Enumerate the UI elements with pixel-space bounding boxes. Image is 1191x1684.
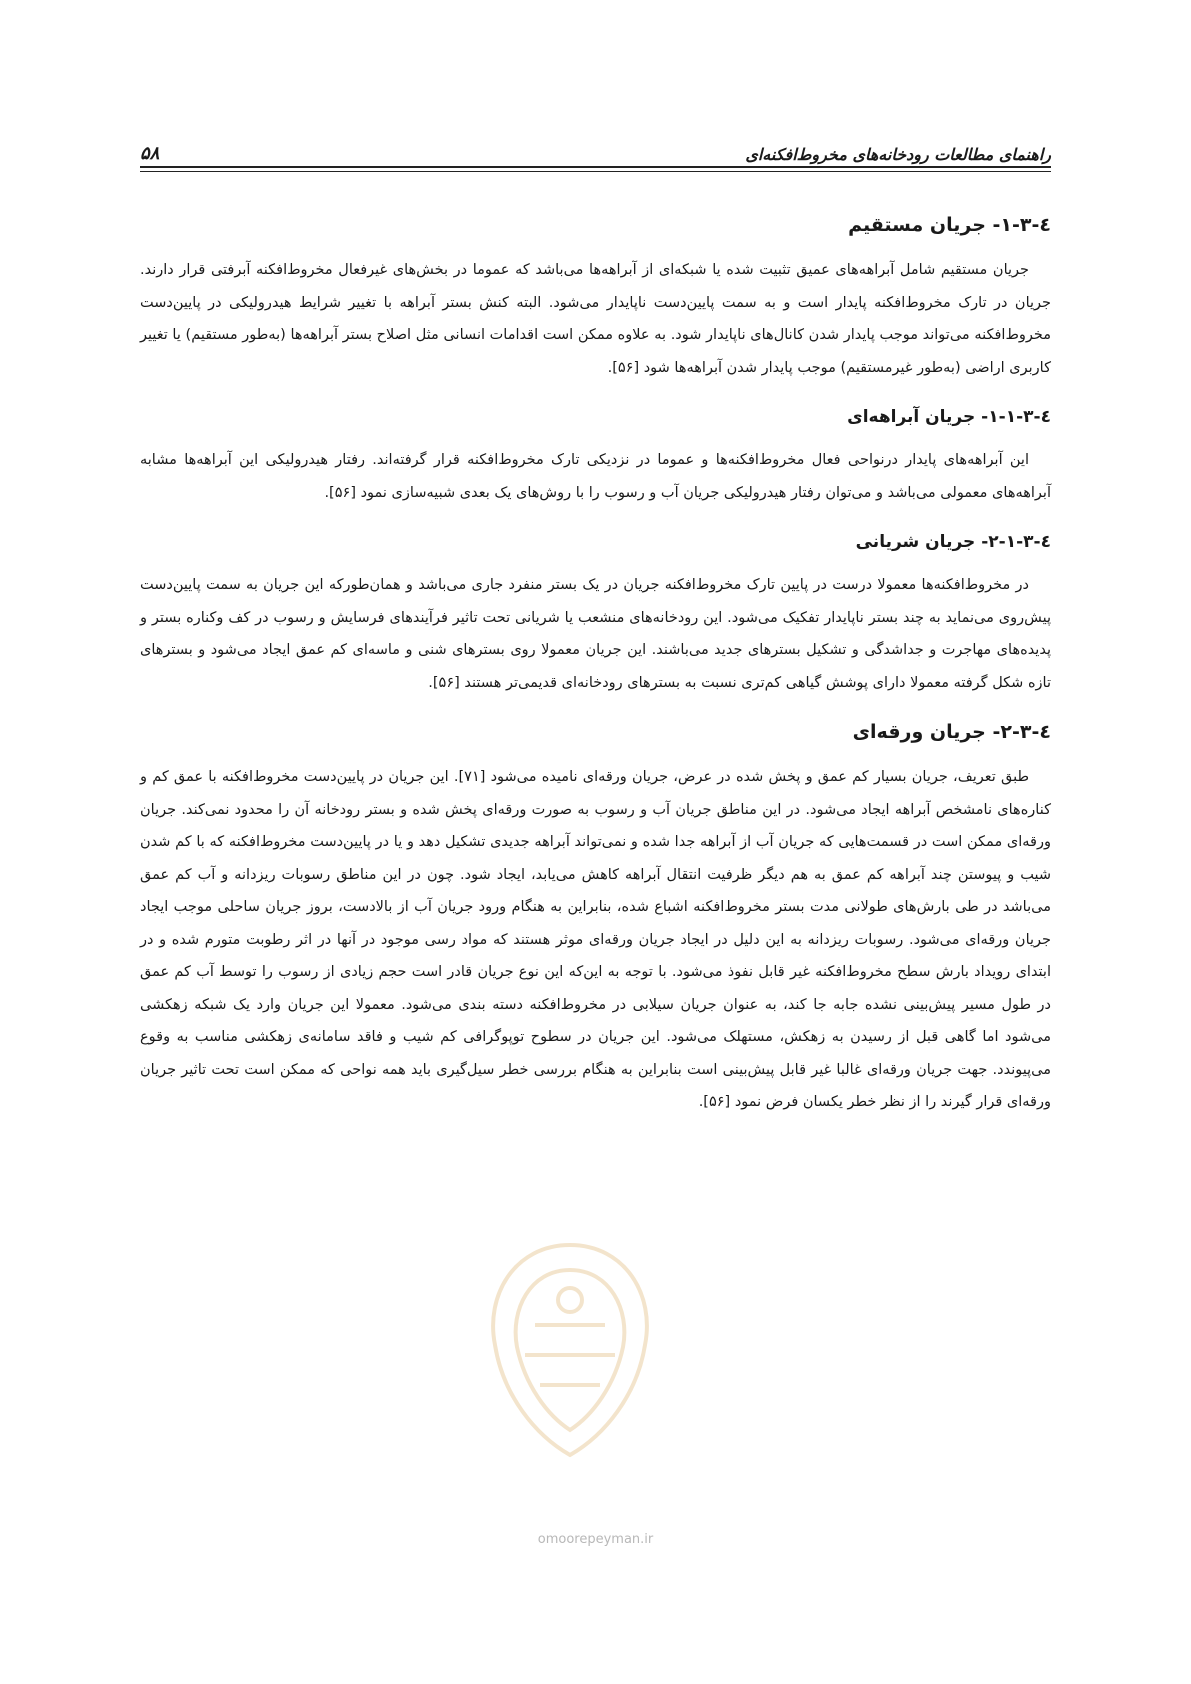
running-title: راهنمای مطالعات رودخانه‌های مخروط‌افکنه‌ای <box>745 145 1051 164</box>
header-rule-thin <box>140 171 1051 172</box>
watermark-url: omoorepeyman.ir <box>537 1532 654 1547</box>
paragraph: این آبراهه‌های پایدار درنواحی فعال مخروط‌افکنه‌ها و عموما در نزدیکی تارک مخروط‌افکنه قرار گرفته‌اند. رفتار هیدرولیکی این آبراهه‌ها مشابه آبراهه‌های معمولی می‌باشد و می‌توان رفتار هیدرولیکی جریان آب و رسوب را با روش‌های یک بعدی شبیه‌سازی نمود [۵۶]. <box>140 452 1051 501</box>
subsection-heading: ٤-٣-١-٢- جریان شریانی <box>855 532 1051 552</box>
section-heading: ٤-٣-٢- جریان ورقه‌ای <box>852 721 1051 743</box>
seal-watermark-icon <box>455 1225 685 1475</box>
page-body <box>140 210 1051 1137</box>
subsection-heading: ٤-٣-١-١- جریان آبراهه‌ای <box>847 407 1051 427</box>
page-header <box>140 130 1051 164</box>
header-rule <box>140 166 1051 168</box>
paragraph: جریان مستقیم شامل آبراهه‌های عمیق تثبیت شده یا شبکه‌ای از آبراهه‌ها می‌باشد که عموما در بخش‌های غیرفعال مخروط‌افکنه آبرفتی قرار دارند. جریان در تارک مخروط‌افکنه پایدار است و به سمت پایین‌دست ناپایدار می‌شود. البته کنش بستر آبراهه با تغییر شرایط هیدرولیکی در پایین‌دست مخروط‌افکنه می‌تواند موجب پایدار شدن کانال‌های ناپایدار شود. به علاوه ممکن است اقدامات انسانی مثل اصلاح بستر آبراهه‌ها (به‌طور مستقیم) یا تغییر کاربری اراضی (به‌طور غیرمستقیم) موجب پایدار شدن آبراهه‌ها شود [۵۶]. <box>140 262 1051 376</box>
paragraph: در مخروط‌افکنه‌ها معمولا درست در پایین تارک مخروط‌افکنه جریان در یک بستر منفرد جاری می‌باشد و همان‌طورکه این جریان به سمت پایین‌دست پیش‌روی می‌نماید به چند بستر ناپایدار تفکیک می‌شود. این رودخانه‌های منشعب یا شریانی تحت تاثیر فرآیندهای فرسایش و رسوب در کف وکناره بستر و پدیده‌های مهاجرت و جداشدگی و تشکیل بسترهای جدید می‌باشند. این جریان معمولا روی بسترهای شنی و ماسه‌ای کم عمق ایجاد می‌شود و بسترهای تازه شکل گرفته معمولا دارای پوشش گیاهی کم‌تری نسبت به بسترهای رودخانه‌ای قدیمی‌تر هستند [۵۶]. <box>140 577 1051 691</box>
section-heading: ٤-٣-١- جریان مستقیم <box>848 214 1051 236</box>
paragraph: طبق تعریف، جریان بسیار کم عمق و پخش شده در عرض، جریان ورقه‌ای نامیده می‌شود [۷۱]. این جریان در پایین‌دست مخروط‌افکنه با عمق کم و کناره‌های نامشخص آبراهه ایجاد می‌شود. در این مناطق جریان آب و رسوب به صورت ورقه‌ای پخش شده و بستر رودخانه آن را محدود نمی‌کند. جریان ورقه‌ای ممکن است در قسمت‌هایی که جریان آب از آبراهه جدا شده و نمی‌تواند آبراهه جدیدی تشکیل دهد و یا در پایین‌دست مخروط‌افکنه که با کم شدن شیب و پیوستن چند آبراهه کم عمق به هم دیگر ظرفیت انتقال آبراهه کاهش می‌یابد، ایجاد شود. چون در این مناطق رسوبات ریزدانه و آب کم عمق می‌باشد در طی بارش‌های طولانی مدت بستر مخروط‌افکنه اشباع شده، بنابراین به هنگام ورود جریان آب از بالادست، بروز جریان ساحلی موجب ایجاد جریان ورقه‌ای می‌شود. رسوبات ریزدانه به این دلیل در ایجاد جریان ورقه‌ای موثر هستند که مواد رسی موجود در آنها در اثر رطوبت متورم شده و در ابتدای رویداد بارش سطح مخروط‌افکنه غیر قابل نفوذ می‌شود. با توجه به این‌که این نوع جریان قادر است حجم زیادی از رسوب را توسط آب کم عمق در طول مسیر پیش‌بینی نشده جابه جا کند، به عنوان جریان سیلابی در مخروط‌افکنه دسته بندی می‌شود. معمولا این جریان وارد یک شبکه زهکشی می‌شود اما گاهی قبل از رسیدن به زهکش، مستهلک می‌شود. این جریان در سطوح توپوگرافی کم شیب و فاقد سامانه‌ی زهکشی مناسب به وقوع می‌پیوندد. جهت جریان ورقه‌ای غالبا غیر قابل پیش‌بینی است بنابراین به هنگام بررسی خطر سیل‌گیری باید همه نواحی که ممکن است تحت تاثیر جریان ورقه‌ای قرار گیرند را از نظر خطر یکسان فرض نمود [۵۶]. <box>140 769 1051 1110</box>
page-number: ۵۸ <box>140 143 160 164</box>
